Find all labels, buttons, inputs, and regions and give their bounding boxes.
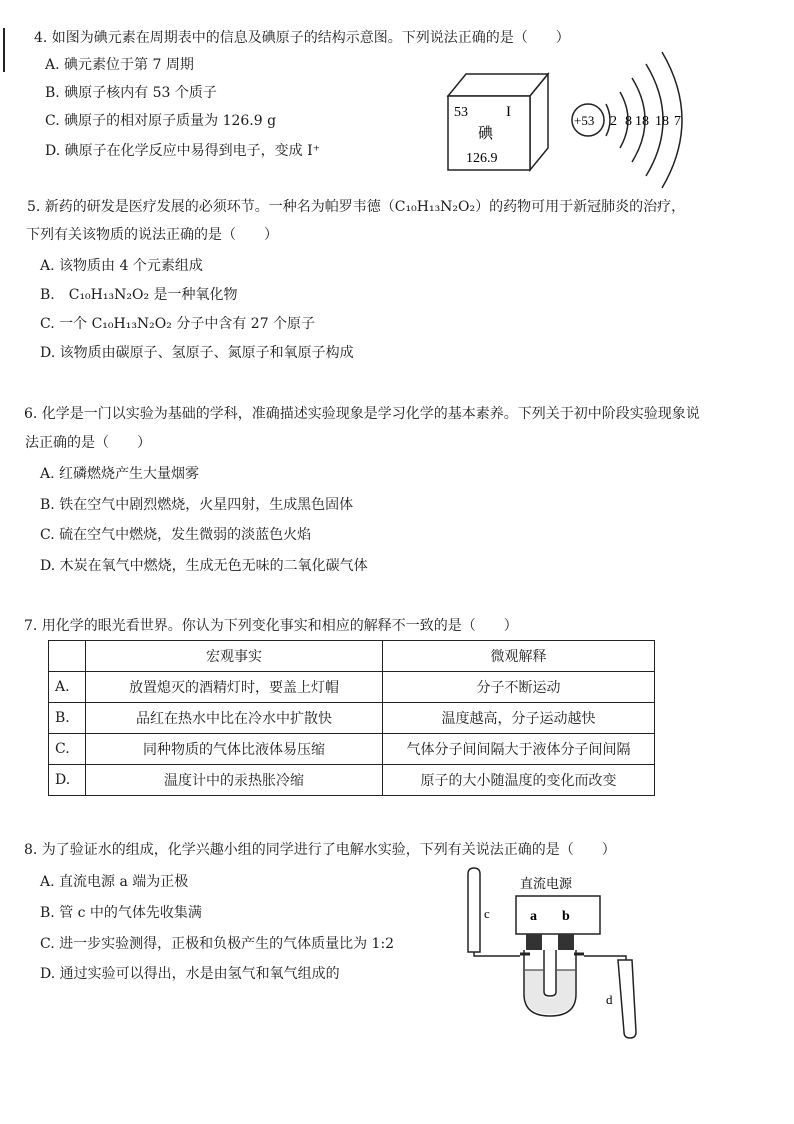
tube-c-label: c [484, 906, 490, 921]
table-header-row [49, 641, 655, 672]
row-macro-fact: 放置熄灭的酒精灯时，要盖上灯帽 [86, 672, 383, 703]
question-4-option-c: C. 碘原子的相对原子质量为 126.9 g [45, 113, 277, 129]
electrode-stopper-a [526, 934, 542, 950]
question-4-option-a: A. 碘元素位于第 7 周期 [45, 57, 194, 73]
terminal-a-label: a [530, 909, 537, 924]
tile-atomic-mass: 126.9 [466, 151, 498, 166]
question-6-stem-line-1: 6. 化学是一门以实验为基础的学科，准确描述实验现象是学习化学的基本素养。下列关于初中阶段实验现象说 [24, 406, 700, 422]
water-electrolysis-apparatus [460, 868, 650, 1040]
row-micro-explanation: 分子不断运动 [383, 672, 655, 703]
question-5-option-d: D. 该物质由碳原子、氢原子、氮原子和氧原子构成 [40, 345, 354, 361]
question-4-option-d: D. 碘原子在化学反应中易得到电子，变成 I⁺ [45, 143, 320, 159]
electrode-stopper-b [558, 934, 574, 950]
shell-4-electrons: 18 [655, 114, 669, 129]
power-supply-label: 直流电源 [520, 876, 573, 891]
nucleus-charge: +53 [574, 113, 595, 128]
question-8-option-b: B. 管 c 中的气体先收集满 [40, 905, 202, 921]
iodine-element-tile [440, 68, 560, 178]
question-6-option-c: C. 硫在空气中燃烧，发生微弱的淡蓝色火焰 [40, 527, 312, 543]
table-row [49, 672, 655, 703]
row-macro-fact: 同种物质的气体比液体易压缩 [86, 734, 383, 765]
shell-3-electrons: 18 [635, 114, 649, 129]
power-supply-box [516, 896, 600, 934]
question-4-option-b: B. 碘原子核内有 53 个质子 [45, 85, 217, 101]
question-5-stem-line-1: 5. 新药的研发是医疗发展的必须环节。一种名为帕罗韦德（C₁₀H₁₃N₂O₂）的药物可用于新冠肺炎的治疗， [27, 199, 686, 215]
question-6-stem-line-2: 法正确的是（ ） [25, 435, 151, 451]
row-label: C. [49, 734, 86, 765]
question-5-option-b: B. C₁₀H₁₃N₂O₂ 是一种氧化物 [40, 287, 238, 303]
tile-atomic-number: 53 [454, 105, 468, 120]
iodine-atom-structure-diagram [566, 52, 696, 182]
question-4-stem: 4. 如图为碘元素在周期表中的信息及碘原子的结构示意图。下列说法正确的是（ ） [34, 30, 570, 46]
table-row [49, 734, 655, 765]
shell-1-electrons: 2 [610, 114, 617, 129]
shell-2-electrons: 8 [625, 114, 632, 129]
row-label: D. [49, 765, 86, 796]
tile-symbol: I [506, 104, 511, 120]
row-micro-explanation: 原子的大小随温度的变化而改变 [383, 765, 655, 796]
row-label: A. [49, 672, 86, 703]
tube-d-label: d [606, 992, 613, 1007]
table-row [49, 703, 655, 734]
row-macro-fact: 温度计中的汞热胀冷缩 [86, 765, 383, 796]
page-edge-mark [3, 28, 5, 72]
question-8-stem: 8. 为了验证水的组成，化学兴趣小组的同学进行了电解水实验，下列有关说法正确的是（ ） [24, 842, 616, 858]
question-5-option-a: A. 该物质由 4 个元素组成 [40, 258, 203, 274]
row-macro-fact: 品红在热水中比在冷水中扩散快 [86, 703, 383, 734]
table-row [49, 765, 655, 796]
tile-element-name: 碘 [478, 126, 494, 142]
row-label: B. [49, 703, 86, 734]
shell-5-electrons: 7 [674, 114, 681, 129]
question-8-option-c: C. 进一步实验测得，正极和负极产生的气体质量比为 1:2 [40, 936, 395, 952]
question-8-option-d: D. 通过实验可以得出，水是由氢气和氧气组成的 [40, 966, 340, 982]
terminal-b-label: b [562, 909, 570, 924]
collection-tube-d [618, 960, 636, 1038]
table-header-micro: 微观解释 [383, 641, 655, 672]
table-header-label [49, 641, 86, 672]
row-micro-explanation: 温度越高，分子运动越快 [383, 703, 655, 734]
question-7-stem: 7. 用化学的眼光看世界。你认为下列变化事实和相应的解释不一致的是（ ） [24, 618, 518, 634]
question-5-stem-line-2: 下列有关该物质的说法正确的是（ ） [26, 227, 278, 243]
question-5-option-c: C. 一个 C₁₀H₁₃N₂O₂ 分子中含有 27 个原子 [40, 316, 316, 332]
question-6-option-b: B. 铁在空气中剧烈燃烧，火星四射，生成黑色固体 [40, 497, 354, 513]
question-6-option-a: A. 红磷燃烧产生大量烟雾 [40, 466, 200, 482]
row-micro-explanation: 气体分子间间隔大于液体分子间间隔 [383, 734, 655, 765]
table-header-macro: 宏观事实 [86, 641, 383, 672]
question-6-option-d: D. 木炭在氧气中燃烧，生成无色无味的二氧化碳气体 [40, 558, 368, 574]
collection-tube-c [468, 868, 480, 952]
question-8-option-a: A. 直流电源 a 端为正极 [40, 874, 189, 890]
question-7-table [48, 640, 655, 796]
